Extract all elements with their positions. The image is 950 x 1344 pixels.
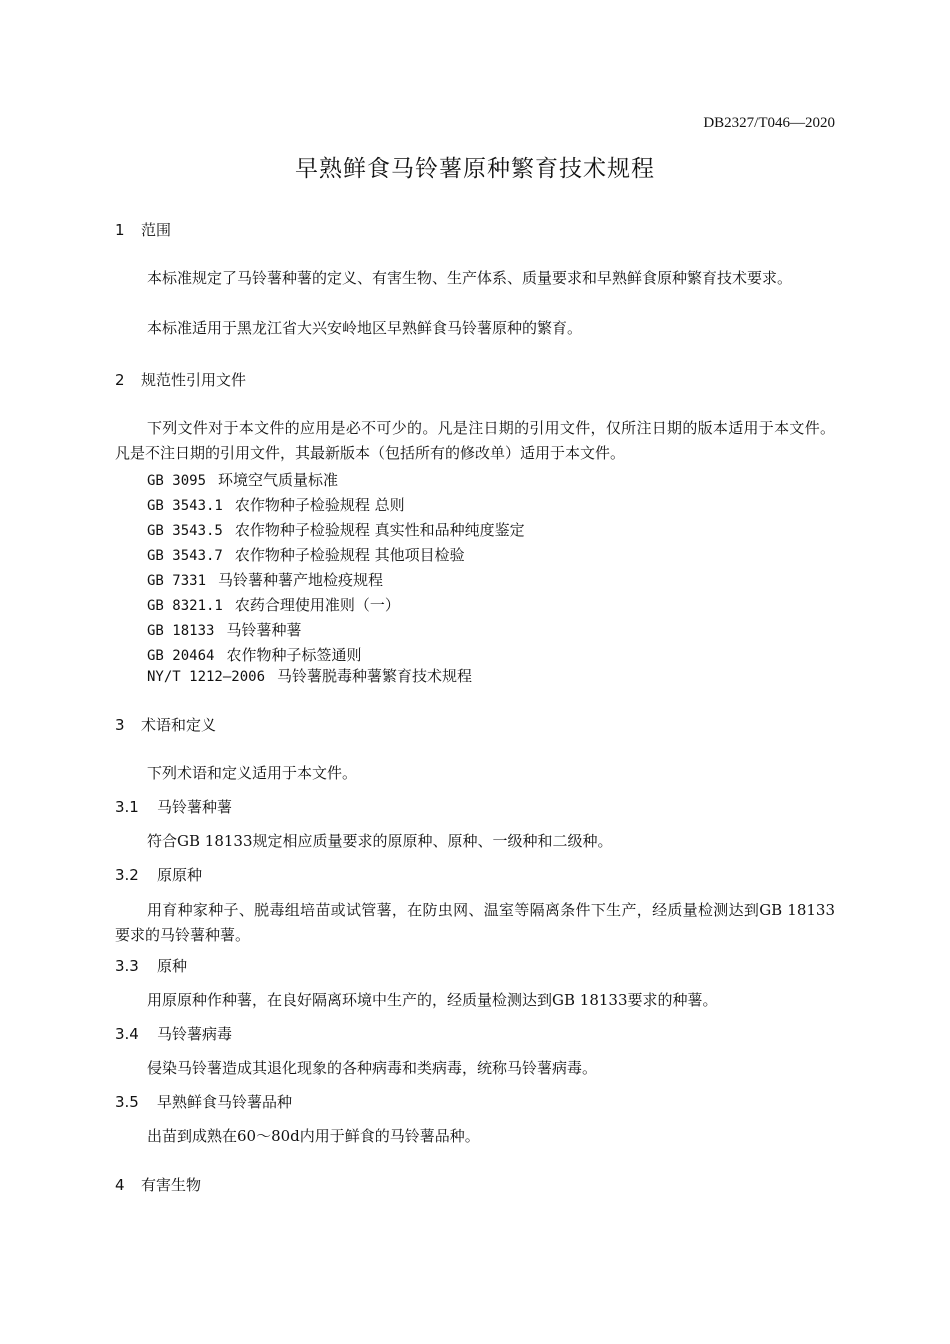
reference-item	[147, 665, 472, 686]
term-number: 3.5	[115, 1093, 139, 1111]
section-number: 3	[115, 716, 125, 734]
term-number: 3.2	[115, 866, 139, 884]
term-definition: 出苗到成熟在60～80d内用于鲜食的马铃薯品种。	[147, 1127, 480, 1145]
section-title: 有害生物	[141, 1176, 202, 1194]
section-1-heading	[115, 219, 171, 240]
section-3-intro: 下列术语和定义适用于本文件。	[147, 764, 358, 782]
term-heading	[115, 1091, 292, 1112]
term-definition: 用原原种作种薯，在良好隔离环境中生产的，经质量检测达到GB 18133要求的种薯。	[147, 991, 718, 1009]
term-number: 3.3	[115, 957, 139, 975]
reference-code: GB 7331	[147, 573, 207, 589]
reference-code: GB 20464	[147, 648, 215, 664]
reference-item	[147, 519, 525, 540]
document-title: 早熟鲜食马铃薯原种繁育技术规程	[295, 156, 655, 182]
term-heading	[115, 796, 232, 817]
section-1-paragraph-2: 本标准适用于黑龙江省大兴安岭地区早熟鲜食马铃薯原种的繁育。	[147, 319, 583, 337]
term-name: 原种	[157, 957, 188, 975]
reference-code: GB 3543.7	[147, 548, 223, 564]
term-name: 马铃薯种薯	[157, 798, 233, 816]
term-name: 原原种	[157, 866, 203, 884]
reference-code: GB 3095	[147, 473, 207, 489]
term-name: 马铃薯病毒	[157, 1025, 233, 1043]
reference-code: GB 8321.1	[147, 598, 223, 614]
reference-name: 农作物种子标签通则	[226, 646, 362, 664]
reference-name: 农作物种子检验规程 其他项目检验	[234, 546, 465, 564]
reference-item	[147, 494, 405, 515]
reference-code: GB 3543.1	[147, 498, 223, 514]
reference-name: 农药合理使用准则（一）	[234, 596, 400, 614]
reference-item	[147, 619, 301, 640]
reference-item	[147, 569, 383, 590]
term-number: 3.1	[115, 798, 139, 816]
reference-name: 环境空气质量标准	[218, 471, 339, 489]
section-title: 术语和定义	[141, 716, 217, 734]
reference-item	[147, 644, 361, 665]
section-3-heading	[115, 714, 216, 735]
section-4-heading	[115, 1174, 201, 1195]
section-1-paragraph-1: 本标准规定了马铃薯种薯的定义、有害生物、生产体系、质量要求和早熟鲜食原种繁育技术要求。	[147, 269, 793, 287]
term-heading	[115, 864, 202, 885]
reference-code: GB 18133	[147, 623, 215, 639]
reference-name: 农作物种子检验规程 总则	[234, 496, 405, 514]
section-number: 2	[115, 371, 125, 389]
section-number: 4	[115, 1176, 125, 1194]
section-number: 1	[115, 221, 125, 239]
term-number: 3.4	[115, 1025, 139, 1043]
section-title: 范围	[141, 221, 172, 239]
reference-name: 马铃薯种薯	[226, 621, 302, 639]
section-title: 规范性引用文件	[141, 371, 247, 389]
reference-name: 马铃薯脱毒种薯繁育技术规程	[277, 667, 473, 685]
term-definition: 符合GB 18133规定相应质量要求的原原种、原种、一级种和二级种。	[147, 832, 613, 850]
section-2-intro: 下列文件对于本文件的应用是必不可少的。凡是注日期的引用文件，仅所注日期的版本适用于本文件。凡是不注日期的引用文件，其最新版本（包括所有的修改单）适用于本文件。	[115, 419, 835, 462]
term-heading	[115, 1023, 232, 1044]
term-definition: 用育种家种子、脱毒组培苗或试管薯，在防虫网、温室等隔离条件下生产，经质量检测达到GB 18133要求的马铃薯种薯。	[115, 901, 835, 944]
document-code: DB2327/T046—2020	[703, 115, 835, 131]
reference-name: 马铃薯种薯产地检疫规程	[218, 571, 384, 589]
reference-item	[147, 469, 338, 490]
reference-name: 农作物种子检验规程 真实性和品种纯度鉴定	[234, 521, 525, 539]
reference-item	[147, 594, 400, 615]
reference-code: GB 3543.5	[147, 523, 223, 539]
reference-code: NY/T 1212—2006	[147, 669, 266, 685]
term-heading	[115, 955, 187, 976]
reference-item	[147, 544, 465, 565]
term-name: 早熟鲜食马铃薯品种	[157, 1093, 293, 1111]
section-2-heading	[115, 369, 246, 390]
term-definition: 侵染马铃薯造成其退化现象的各种病毒和类病毒，统称马铃薯病毒。	[147, 1059, 598, 1077]
